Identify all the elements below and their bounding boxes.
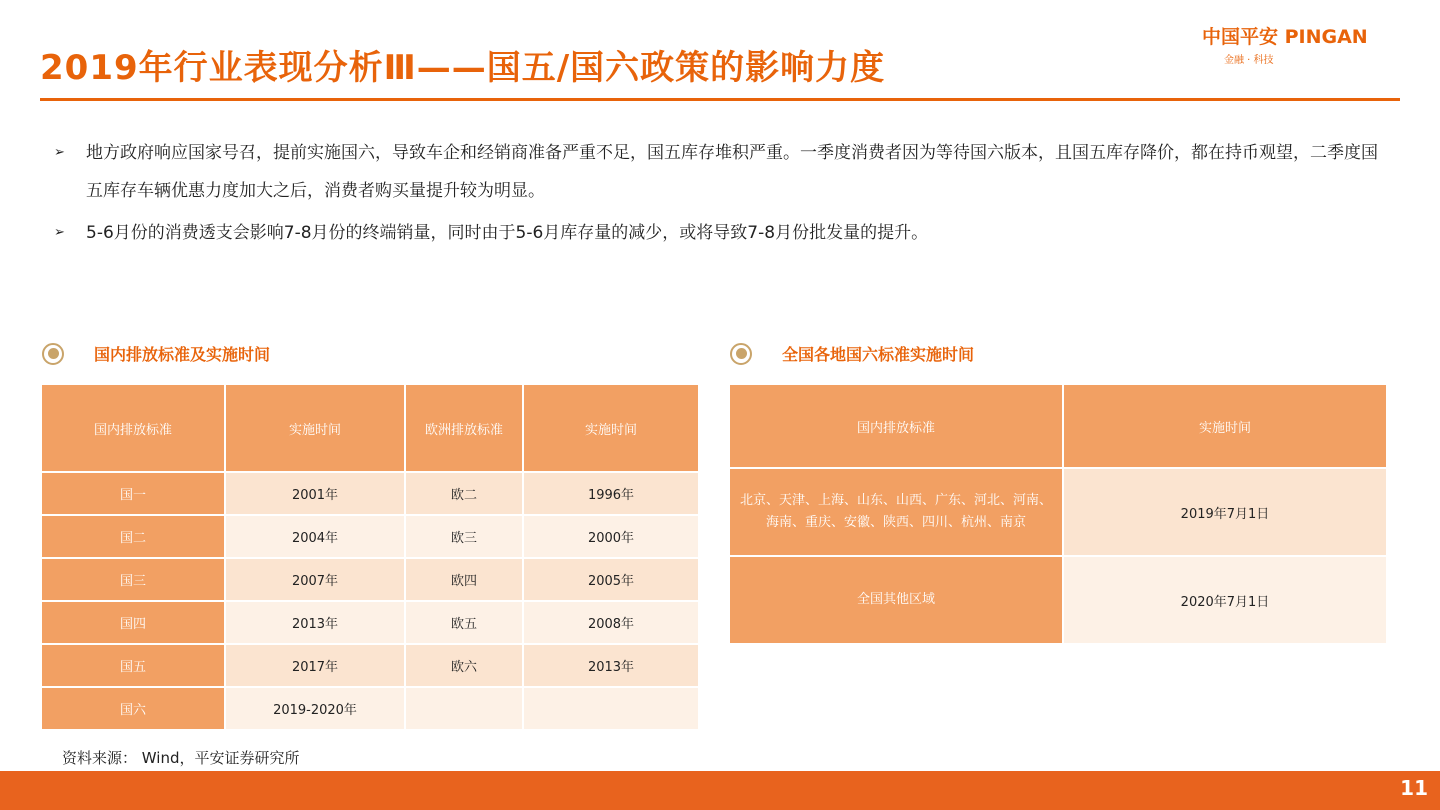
table-cell: 欧三 bbox=[405, 515, 523, 558]
table-cell: 欧四 bbox=[405, 558, 523, 601]
table-cell: 2001年 bbox=[225, 472, 405, 515]
table-row bbox=[41, 558, 699, 601]
footer-bar bbox=[0, 771, 1440, 810]
table-cell bbox=[405, 687, 523, 730]
table-cell: 2020年7月1日 bbox=[1063, 556, 1387, 644]
table-cell: 国一 bbox=[41, 472, 225, 515]
page-number: 11 bbox=[1400, 776, 1428, 800]
emission-standards-table bbox=[40, 383, 700, 731]
column-header: 国内排放标准 bbox=[729, 384, 1063, 468]
column-header: 实施时间 bbox=[523, 384, 699, 472]
table2-heading bbox=[730, 342, 974, 365]
table-cell: 国四 bbox=[41, 601, 225, 644]
table-cell: 2007年 bbox=[225, 558, 405, 601]
table1-heading bbox=[42, 342, 270, 365]
regional-standards-table bbox=[728, 383, 1388, 645]
table-row bbox=[41, 601, 699, 644]
table-header-row bbox=[729, 384, 1387, 468]
table-row bbox=[729, 468, 1387, 556]
table-cell: 国五 bbox=[41, 644, 225, 687]
source-note: 资料来源： Wind，平安证券研究所 bbox=[62, 749, 300, 767]
target-icon bbox=[42, 343, 64, 365]
table-cell: 2019-2020年 bbox=[225, 687, 405, 730]
table-header-row bbox=[41, 384, 699, 472]
table-cell: 国三 bbox=[41, 558, 225, 601]
logo-sub-text: 金融 · 科技 bbox=[1224, 55, 1274, 66]
table-cell: 2013年 bbox=[523, 644, 699, 687]
table-cell: 1996年 bbox=[523, 472, 699, 515]
table-row bbox=[729, 556, 1387, 644]
bullet-text: 地方政府响应国家号召，提前实施国六，导致车企和经销商准备严重不足，国五库存堆积严重。一季度消费者因为等待国六版本，且国五库存降价，都在持币观望，二季度国五库存车辆优惠力度加大之后，消费者购买量提升较为明显。 bbox=[86, 143, 1378, 201]
logo-main-text: 中国平安 PINGAN bbox=[1202, 26, 1368, 48]
table-cell bbox=[523, 687, 699, 730]
table-cell: 2017年 bbox=[225, 644, 405, 687]
bullet-item bbox=[54, 134, 1394, 210]
table-cell: 2000年 bbox=[523, 515, 699, 558]
column-header: 国内排放标准 bbox=[41, 384, 225, 472]
target-icon bbox=[730, 343, 752, 365]
arrow-bullet-icon: ➢ bbox=[54, 225, 65, 240]
column-header: 实施时间 bbox=[225, 384, 405, 472]
bullet-text: 5-6月份的消费透支会影响7-8月份的终端销量，同时由于5-6月库存量的减少，或将导致7-8月份批发量的提升。 bbox=[86, 223, 929, 243]
table-cell: 2013年 bbox=[225, 601, 405, 644]
table-cell: 欧六 bbox=[405, 644, 523, 687]
table-cell: 欧五 bbox=[405, 601, 523, 644]
column-header: 实施时间 bbox=[1063, 384, 1387, 468]
table-row bbox=[41, 687, 699, 730]
table2-heading-text: 全国各地国六标准实施时间 bbox=[782, 345, 975, 364]
table-cell: 2005年 bbox=[523, 558, 699, 601]
table-cell: 2004年 bbox=[225, 515, 405, 558]
table-cell: 全国其他区域 bbox=[729, 556, 1063, 644]
table-row bbox=[41, 644, 699, 687]
pingan-logo bbox=[1202, 22, 1422, 66]
column-header: 欧洲排放标准 bbox=[405, 384, 523, 472]
bullet-item bbox=[54, 214, 1394, 252]
title-divider bbox=[40, 98, 1400, 101]
bullet-list bbox=[54, 134, 1394, 252]
table-cell: 2008年 bbox=[523, 601, 699, 644]
slide-title: 2019年行业表现分析Ⅲ——国五/国六政策的影响力度 bbox=[40, 48, 886, 88]
table-cell: 国六 bbox=[41, 687, 225, 730]
table-cell: 北京、天津、上海、山东、山西、广东、河北、河南、海南、重庆、安徽、陕西、四川、杭州、南京 bbox=[729, 468, 1063, 556]
table-cell: 2019年7月1日 bbox=[1063, 468, 1387, 556]
table1-heading-text: 国内排放标准及实施时间 bbox=[94, 345, 271, 364]
table-cell: 欧二 bbox=[405, 472, 523, 515]
table-row bbox=[41, 472, 699, 515]
arrow-bullet-icon: ➢ bbox=[54, 145, 65, 160]
table-row bbox=[41, 515, 699, 558]
table-cell: 国二 bbox=[41, 515, 225, 558]
